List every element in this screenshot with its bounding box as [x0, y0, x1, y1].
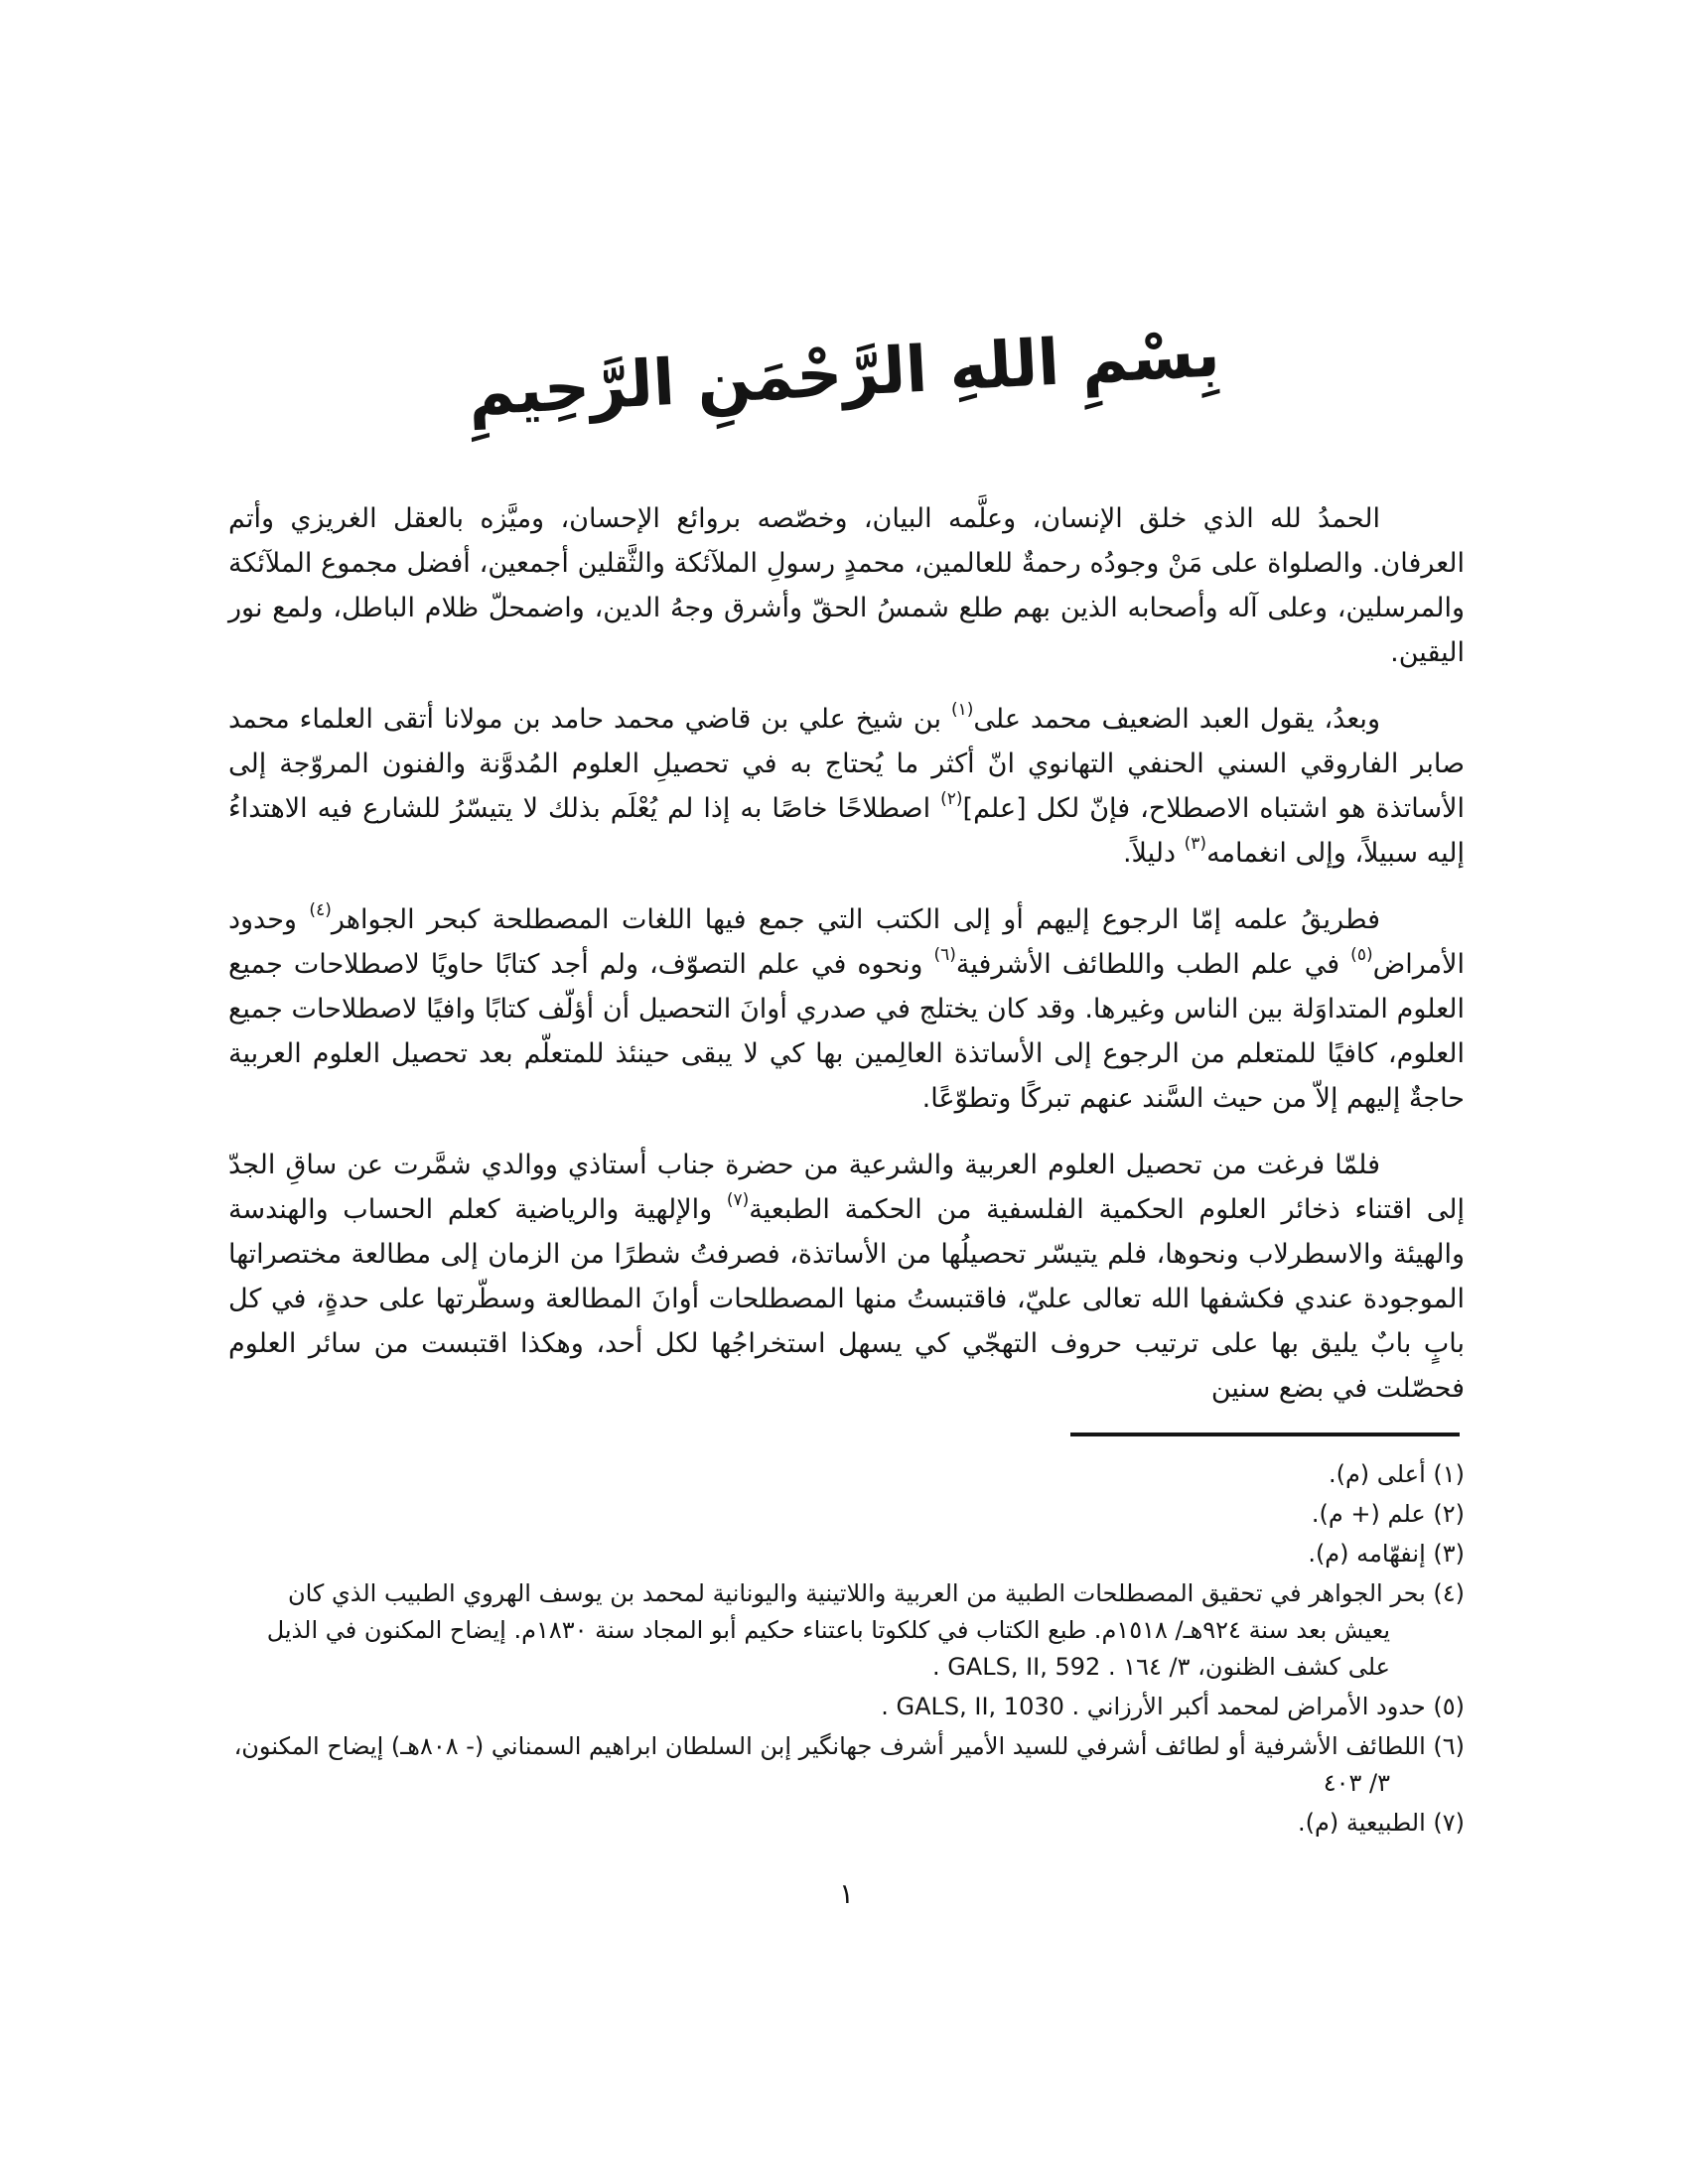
body-text: [228, 496, 1465, 1411]
footnote-separator: [1070, 1433, 1460, 1436]
footnote-1: (١) أعلى (م).: [1328, 1460, 1465, 1488]
text-column: [228, 496, 1465, 1910]
paragraph-author-intro: وبعدُ، يقول العبد الضعيف محمد على$^{(١)}$ بن شيخ علي بن قاضي محمد حامد بن مولانا أتقى العلماء محمد صابر الفاروقي السني الحنفي التهانوي انّ أكثر ما يُحتاج به في تحصيلِ العلوم المُدوَّنة والفنون المروّجة إلى الأساتذة هو اشتباه الاصطلاح، فإنّ لكل [علم]$^{(٢)}$ اصطلاحًا خاصًا به إذا لم يُعْلَم بذلك لا يتيسّرُ للشارع فيه الاهتداءُ إليه سبيلاً، وإلى انغمامه$^{(٣)}$ دليلاً.: [228, 700, 1465, 869]
basmala-calligraphy: بِسْمِ اللهِ الرَّحْمَنِ الرَّحِيمِ: [466, 318, 1222, 431]
footnote-7: (٧) الطبيعية (م).: [1298, 1809, 1465, 1837]
footnote-4: (٤) بحر الجواهر في تحقيق المصطلحات الطبية من العربية واللاتينية واليونانية لمحمد بن يوسف الهروي الطبيب الذي كان يعيش بعد سنة ٩٢٤هـ/ ١٥١٨م. طبع الكتاب في كلكوتا باعتناء حكيم أبو المجاد سنة ١٨٣٠م. إيضاح المكنون في الذيل على كشف الظنون، ٣/ ١٦٤ . GALS, II, 592 .: [266, 1579, 1465, 1681]
paragraph-compilation: فلمّا فرغت من تحصيل العلوم العربية والشرعية من حضرة جناب أستاذي ووالدي شمَّرت عن ساقِ الجدّ إلى اقتناء ذخائر العلوم الحكمية الفلسفية من الحكمة الطبعية$^{(٧)}$ والإلهية والرياضية كعلم الحساب والهندسة والهيئة والاسطرلاب ونحوها، فلم يتيسّر تحصيلُها من الأساتذة، فصرفتُ شطرًا من الزمان إلى مطالعة مختصراتها الموجودة عندي فكشفها الله تعالى عليّ، فاقتبستُ منها المصطلحات أوانَ المطالعة وسطّرتها على حدةٍ، في كل بابٍ بابٌ يليق بها على ترتيب حروف التهجّي كي يسهل استخراجُها لكل أحد، وهكذا اقتبست من سائر العلوم فحصّلت في بضع سنين: [228, 1150, 1466, 1404]
paragraph-motivation: فطريقُ علمه إمّا الرجوع إليهم أو إلى الكتب التي جمع فيها اللغات المصطلحة كبحر الجواهر$^{(٤)}$ وحدود الأمراض$^{(٥)}$ في علم الطب واللطائف الأشرفية$^{(٦)}$ ونحوه في علم التصوّف، ولم أجد كتابًا حاويًا لاصطلاحات جميع العلوم المتداوَلة بين الناس وغيرها. وقد كان يختلج في صدري أوانَ التحصيل أن أؤلّف كتابًا وافيًا لاصطلاحات جميع العلوم، كافيًا للمتعلم من الرجوع إلى الأساتذة العالِمين بها كي لا يبقى حينئذ للمتعلّم بعد تحصيل العلوم العربية حاجةٌ إليهم إلاّ من حيث السَّند عنهم تبركًا وتطوّعًا.: [228, 900, 1465, 1114]
footnote-5: (٥) حدود الأمراض لمحمد أكبر الأرزاني . GALS, II, 1030 .: [881, 1693, 1465, 1720]
footnotes-section: [228, 1433, 1465, 1842]
paragraph-praise: الحمدُ لله الذي خلق الإنسان، وعلَّمه البيان، وخصّصه بروائع الإحسان، وميَّزه بالعقل الغريزي وأتم العرفان. والصلواة على مَنْ وجودُه رحمةٌ للعالمين، محمدٍ رسولِ الملآئكة والثَّقلين أجمعين، أفضل مجموع الملآئكة والمرسلين، وعلى آله وأصحابه الذين بهم طلع شمسُ الحقّ وأشرق وجهُ الدين، واضمحلّ ظلام الباطل، ولمع نور اليقين.: [228, 503, 1465, 668]
footnote-2: (٢) علم (+ م).: [1311, 1500, 1465, 1528]
footnote-6: (٦) اللطائف الأشرفية أو لطائف أشرفي للسيد الأمير أشرف جهانگير إبن السلطان ابراهيم السمناني (- ٨٠٨هـ) إيضاح المكنون، ٣/ ٤٠٣: [233, 1732, 1465, 1797]
page-number: ١: [838, 1877, 855, 1910]
footnote-3: (٣) إنفهّامه (م).: [1308, 1540, 1465, 1568]
